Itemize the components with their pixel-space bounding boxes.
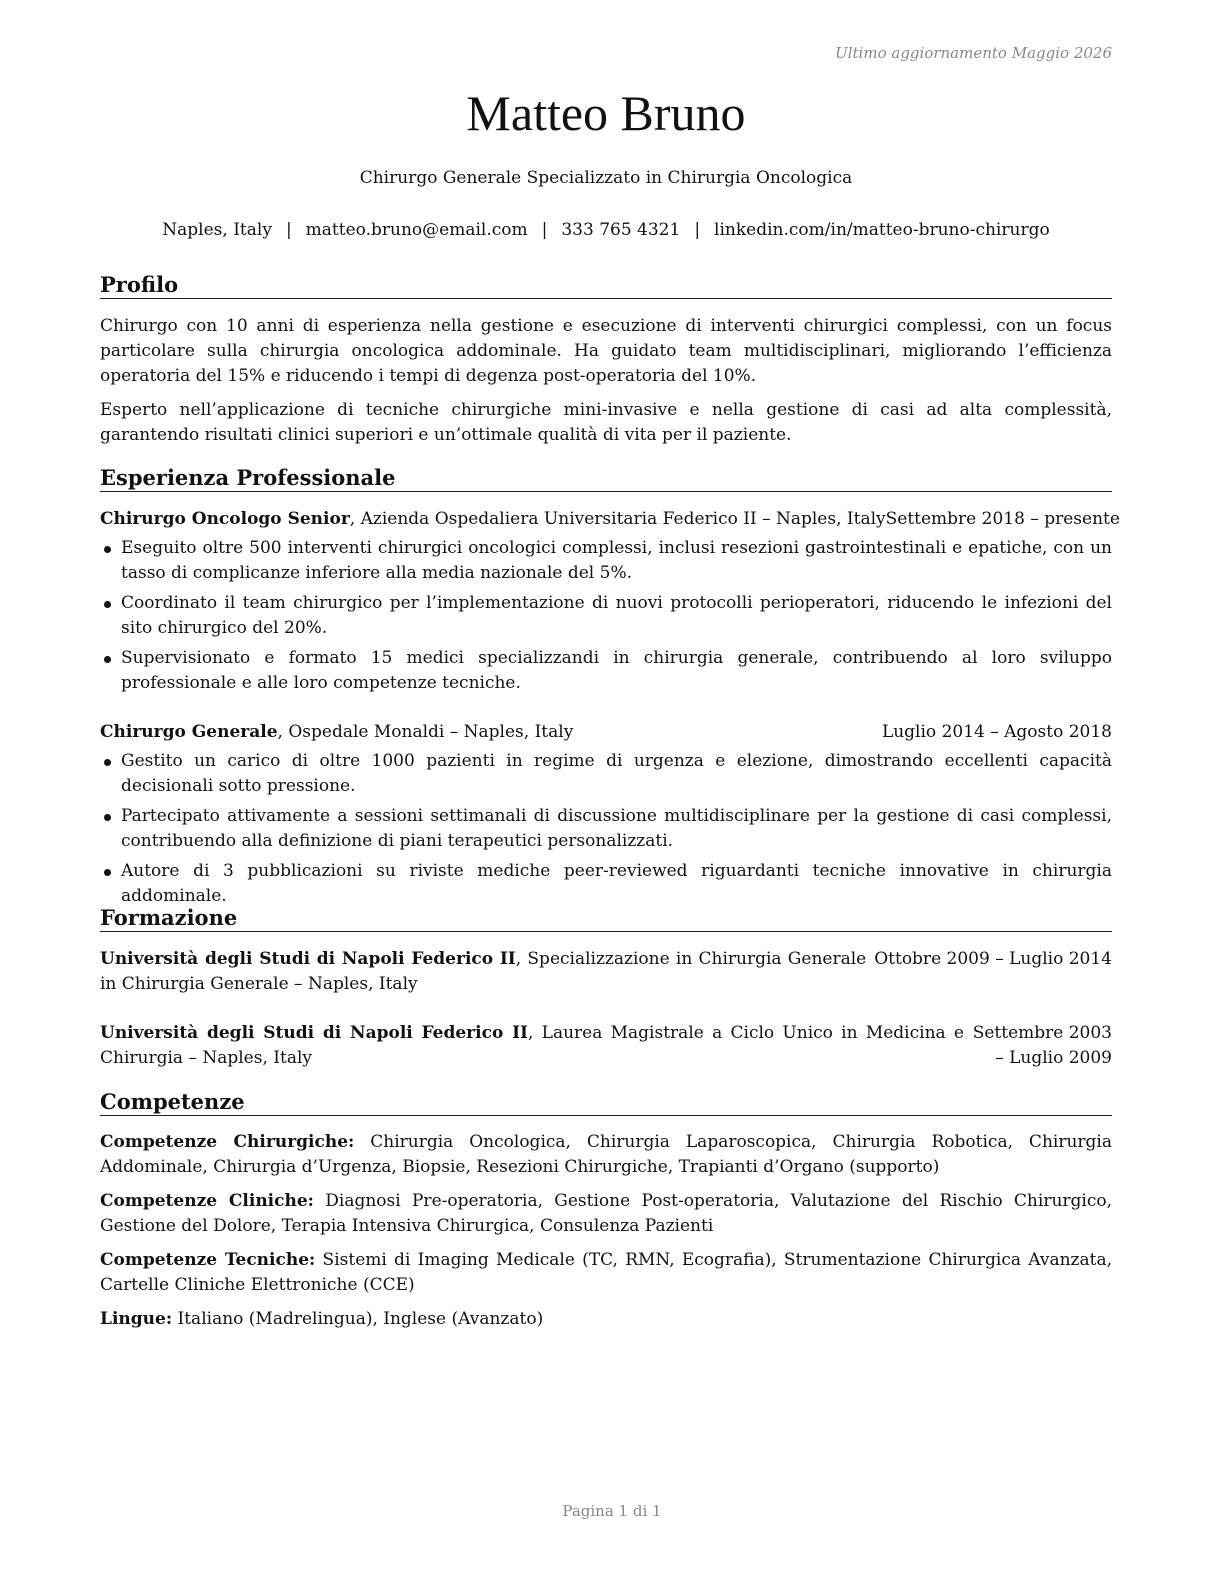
last-updated: Ultimo aggiornamento Maggio 2026 — [835, 44, 1112, 62]
job-organization: , Ospedale Monaldi – Naples, Italy — [277, 722, 574, 742]
resume-page — [100, 0, 1120, 1584]
education-description — [100, 1021, 972, 1071]
job-bullets — [100, 536, 1112, 696]
education-school: Università degli Studi di Napoli Federico II — [100, 1023, 528, 1043]
skill-text: Chirurgia Oncologica, Chirurgia Laparoscopica, Chirurgia Robotica, Chirurgia Addominale, Chirurgia d’Urgenza, Biopsie, Resezioni Chirurgiche, Trapianti d’Organo (supporto) — [100, 1132, 1112, 1177]
contact-separator: | — [694, 220, 701, 240]
skill-label: Competenze Cliniche: — [100, 1191, 314, 1211]
contact-location: Naples, Italy — [162, 220, 272, 240]
skill-text: Italiano (Madrelingua), Inglese (Avanzato) — [172, 1309, 544, 1329]
list-item: Eseguito oltre 500 interventi chirurgici oncologici complessi, inclusi resezioni gastrointestinali e epatiche, con un tasso di complicanze inferiore alla media nazionale del 5%. — [100, 536, 1112, 586]
job-role-line — [100, 507, 886, 532]
skill-label: Competenze Tecniche: — [100, 1250, 316, 1270]
education-school: Università degli Studi di Napoli Federico II — [100, 949, 516, 969]
job-organization: , Azienda Ospedaliera Universitaria Federico II – Naples, Italy — [349, 509, 886, 529]
skill-label: Competenze Chirurgiche: — [100, 1132, 355, 1152]
job-role: Chirurgo Generale — [100, 722, 278, 742]
section-title-experience: Esperienza Professionale — [100, 465, 1112, 492]
skill-group — [100, 1307, 1112, 1332]
skills-section — [100, 1130, 1112, 1341]
list-item: Gestito un carico di oltre 1000 pazienti in regime di urgenza e elezione, dimostrando eccellenti capacità decisionali sotto pressione. — [100, 749, 1112, 799]
list-item: Autore di 3 pubblicazioni su riviste mediche peer-reviewed riguardanti tecniche innovative in chirurgia addominale. — [100, 859, 1112, 909]
contact-linkedin[interactable]: linkedin.com/in/matteo-bruno-chirurgo — [714, 220, 1050, 240]
list-item: Partecipato attivamente a sessioni settimanali di discussione multidisciplinare per la gestione di casi complessi, contribuendo alla definizione di piani terapeutici personalizzati. — [100, 804, 1112, 854]
job-role-line — [100, 720, 573, 745]
profile-section — [100, 314, 1112, 448]
job-header — [100, 507, 1120, 532]
candidate-name: Matteo Bruno — [466, 85, 746, 141]
skill-label: Lingue: — [100, 1309, 173, 1329]
education-degree: , Laurea Magistrale a Ciclo Unico in Medicina e Chirurgia – Naples, Italy — [100, 1023, 964, 1068]
job-header — [100, 720, 1112, 745]
job-dates: Settembre 2018 – presente — [885, 509, 1120, 529]
education-description — [100, 947, 874, 997]
section-title-education: Formazione — [100, 905, 1112, 932]
contact-email[interactable]: matteo.bruno@email.com — [305, 220, 528, 240]
skill-group — [100, 1248, 1112, 1298]
list-item: Coordinato il team chirurgico per l’implementazione di nuovi protocolli perioperatori, riducendo le infezioni del sito chirurgico del 20%. — [100, 591, 1112, 641]
skill-text: Sistemi di Imaging Medicale (TC, RMN, Ecografia), Strumentazione Chirurgica Avanzata, Cartelle Cliniche Elettroniche (CCE) — [100, 1250, 1113, 1295]
job-entry — [100, 720, 1112, 914]
contact-separator: | — [541, 220, 548, 240]
job-dates: Luglio 2014 – Agosto 2018 — [881, 722, 1112, 742]
education-entry — [100, 947, 1112, 997]
education-dates: Ottobre 2009 – Luglio 2014 — [874, 949, 1112, 969]
skill-group — [100, 1189, 1112, 1239]
job-bullets — [100, 749, 1112, 909]
contact-separator: | — [285, 220, 292, 240]
contact-phone: 333 765 4321 — [561, 220, 681, 240]
education-degree: , Specializzazione in Chirurgia Generale in Chirurgia Generale – Naples, Italy — [100, 949, 867, 994]
page-number: Pagina 1 di 1 — [562, 1502, 662, 1520]
education-dates: Settembre 2003 – Luglio 2009 — [972, 1023, 1112, 1068]
contact-line — [100, 220, 1112, 240]
skill-group — [100, 1130, 1112, 1180]
list-item: Supervisionato e formato 15 medici specializzandi in chirurgia generale, contribuendo al loro sviluppo professionale e alle loro competenze tecniche. — [100, 646, 1112, 696]
profile-paragraph: Esperto nell’applicazione di tecniche chirurgiche mini-invasive e nella gestione di casi ad alta complessità, garantendo risultati clinici superiori e un’ottimale qualità di vita per il paziente. — [100, 400, 1112, 445]
education-entry — [100, 1021, 1112, 1071]
section-title-profile: Profilo — [100, 272, 1112, 299]
skill-text: Diagnosi Pre-operatoria, Gestione Post-operatoria, Valutazione del Rischio Chirurgico, Gestione del Dolore, Terapia Intensiva Chirurgica, Consulenza Pazienti — [100, 1191, 1112, 1236]
job-entry — [100, 507, 1120, 701]
profile-paragraph: Chirurgo con 10 anni di esperienza nella gestione e esecuzione di interventi chirurgici complessi, con un focus particolare sulla chirurgia oncologica addominale. Ha guidato team multidisciplinari, migliorando l’efficienza operatoria del 15% e riducendo i tempi di degenza post-operatoria del 10%. — [100, 316, 1112, 386]
job-role: Chirurgo Oncologo Senior — [100, 509, 350, 529]
job-title: Chirurgo Generale Specializzato in Chirurgia Oncologica — [359, 168, 853, 188]
section-title-skills: Competenze — [100, 1089, 1112, 1116]
